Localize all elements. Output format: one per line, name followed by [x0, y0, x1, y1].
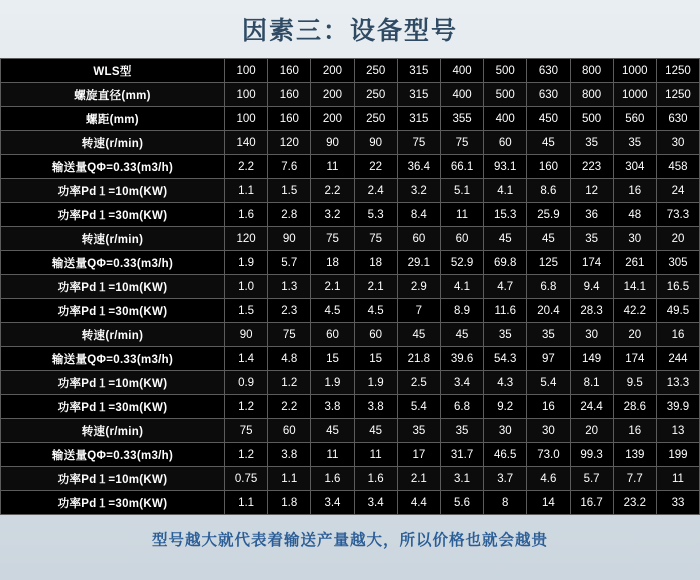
table-cell: 200	[311, 83, 354, 107]
table-cell: 1.1	[225, 179, 268, 203]
table-cell: 2.4	[354, 179, 397, 203]
table-cell: 1.1	[225, 491, 268, 515]
spec-table	[0, 58, 700, 515]
table-cell: 3.7	[484, 467, 527, 491]
table-cell: 3.8	[354, 395, 397, 419]
table-row	[1, 155, 700, 179]
table-cell: 7	[397, 299, 440, 323]
table-row	[1, 299, 700, 323]
table-cell: 315	[397, 83, 440, 107]
table-cell: 630	[656, 107, 699, 131]
table-cell: 20	[613, 323, 656, 347]
table-cell: 9.2	[484, 395, 527, 419]
table-cell: 23.2	[613, 491, 656, 515]
table-cell: 160	[527, 155, 570, 179]
table-cell: 4.8	[268, 347, 311, 371]
table-cell: 36	[570, 203, 613, 227]
row-label: 转速(r/min)	[1, 131, 225, 155]
table-cell: 66.1	[440, 155, 483, 179]
table-cell: 6.8	[527, 275, 570, 299]
table-cell: 1.5	[225, 299, 268, 323]
table-cell: 60	[397, 227, 440, 251]
table-cell: 11	[656, 467, 699, 491]
table-cell: 9.4	[570, 275, 613, 299]
table-row	[1, 371, 700, 395]
table-cell: 8	[484, 491, 527, 515]
table-cell: 6.8	[440, 395, 483, 419]
table-cell: 200	[311, 59, 354, 83]
table-cell: 75	[268, 323, 311, 347]
table-cell: 200	[311, 107, 354, 131]
table-cell: 2.8	[268, 203, 311, 227]
table-cell: 20	[656, 227, 699, 251]
table-cell: 30	[656, 131, 699, 155]
table-cell: 54.3	[484, 347, 527, 371]
table-cell: 14.1	[613, 275, 656, 299]
table-cell: 560	[613, 107, 656, 131]
table-cell: 35	[440, 419, 483, 443]
table-cell: 5.1	[440, 179, 483, 203]
table-cell: 2.1	[311, 275, 354, 299]
table-cell: 3.2	[311, 203, 354, 227]
table-cell: 73.0	[527, 443, 570, 467]
table-cell: 244	[656, 347, 699, 371]
table-cell: 4.1	[440, 275, 483, 299]
table-cell: 125	[527, 251, 570, 275]
table-row	[1, 227, 700, 251]
table-cell: 8.1	[570, 371, 613, 395]
table-cell: 140	[225, 131, 268, 155]
table-cell: 46.5	[484, 443, 527, 467]
table-cell: 90	[354, 131, 397, 155]
table-cell: 250	[354, 83, 397, 107]
table-row	[1, 467, 700, 491]
table-cell: 20.4	[527, 299, 570, 323]
table-cell: 5.7	[570, 467, 613, 491]
table-row	[1, 443, 700, 467]
table-cell: 2.3	[268, 299, 311, 323]
table-cell: 1.9	[225, 251, 268, 275]
table-cell: 4.6	[527, 467, 570, 491]
table-cell: 1.2	[268, 371, 311, 395]
row-label: 功率Pd１=30m(KW)	[1, 203, 225, 227]
table-cell: 35	[613, 131, 656, 155]
table-cell: 120	[268, 131, 311, 155]
table-row	[1, 179, 700, 203]
table-row	[1, 275, 700, 299]
table-cell: 90	[311, 131, 354, 155]
table-cell: 9.5	[613, 371, 656, 395]
table-row	[1, 83, 700, 107]
table-cell: 7.7	[613, 467, 656, 491]
table-cell: 13.3	[656, 371, 699, 395]
row-label: 功率Pd１=30m(KW)	[1, 395, 225, 419]
table-cell: 45	[397, 323, 440, 347]
table-cell: 45	[527, 227, 570, 251]
table-cell: 35	[397, 419, 440, 443]
table-cell: 48	[613, 203, 656, 227]
table-cell: 800	[570, 83, 613, 107]
table-cell: 11	[354, 443, 397, 467]
table-cell: 11	[311, 443, 354, 467]
table-cell: 11	[440, 203, 483, 227]
table-cell: 2.2	[268, 395, 311, 419]
table-cell: 630	[527, 59, 570, 83]
table-cell: 1250	[656, 83, 699, 107]
table-cell: 100	[225, 83, 268, 107]
table-cell: 5.6	[440, 491, 483, 515]
table-cell: 3.2	[397, 179, 440, 203]
table-cell: 4.5	[354, 299, 397, 323]
table-cell: 1.6	[225, 203, 268, 227]
table-cell: 1.1	[268, 467, 311, 491]
row-label: 转速(r/min)	[1, 227, 225, 251]
table-cell: 450	[527, 107, 570, 131]
table-cell: 630	[527, 83, 570, 107]
table-cell: 99.3	[570, 443, 613, 467]
table-cell: 12	[570, 179, 613, 203]
row-label: 功率Pd１=30m(KW)	[1, 299, 225, 323]
table-row	[1, 131, 700, 155]
row-label: 螺旋直径(mm)	[1, 83, 225, 107]
table-cell: 1.2	[225, 443, 268, 467]
table-cell: 2.1	[354, 275, 397, 299]
table-cell: 458	[656, 155, 699, 179]
table-row	[1, 251, 700, 275]
table-cell: 97	[527, 347, 570, 371]
table-cell: 30	[484, 419, 527, 443]
table-row	[1, 59, 700, 83]
table-cell: 305	[656, 251, 699, 275]
table-cell: 160	[268, 107, 311, 131]
table-cell: 31.7	[440, 443, 483, 467]
table-cell: 149	[570, 347, 613, 371]
table-cell: 15.3	[484, 203, 527, 227]
table-cell: 90	[268, 227, 311, 251]
table-cell: 100	[225, 59, 268, 83]
table-cell: 35	[527, 323, 570, 347]
table-cell: 45	[311, 419, 354, 443]
table-cell: 11.6	[484, 299, 527, 323]
table-cell: 199	[656, 443, 699, 467]
table-cell: 315	[397, 107, 440, 131]
table-cell: 4.4	[397, 491, 440, 515]
table-cell: 2.2	[311, 179, 354, 203]
row-label: 转速(r/min)	[1, 323, 225, 347]
table-cell: 30	[570, 323, 613, 347]
table-cell: 250	[354, 107, 397, 131]
table-cell: 16	[527, 395, 570, 419]
table-cell: 3.4	[311, 491, 354, 515]
row-label: 输送量QΦ=0.33(m3/h)	[1, 347, 225, 371]
table-cell: 15	[311, 347, 354, 371]
table-row	[1, 347, 700, 371]
table-row	[1, 203, 700, 227]
table-cell: 36.4	[397, 155, 440, 179]
table-cell: 1.8	[268, 491, 311, 515]
table-cell: 28.3	[570, 299, 613, 323]
table-cell: 2.2	[225, 155, 268, 179]
table-cell: 800	[570, 59, 613, 83]
row-label: 输送量QΦ=0.33(m3/h)	[1, 443, 225, 467]
table-cell: 39.6	[440, 347, 483, 371]
table-cell: 160	[268, 83, 311, 107]
table-cell: 174	[613, 347, 656, 371]
table-cell: 11	[311, 155, 354, 179]
table-cell: 75	[440, 131, 483, 155]
table-cell: 1.6	[311, 467, 354, 491]
table-cell: 500	[570, 107, 613, 131]
table-cell: 25.9	[527, 203, 570, 227]
table-cell: 1.3	[268, 275, 311, 299]
table-cell: 8.4	[397, 203, 440, 227]
table-cell: 18	[311, 251, 354, 275]
table-row	[1, 107, 700, 131]
table-cell: 60	[268, 419, 311, 443]
table-cell: 400	[484, 107, 527, 131]
table-cell: 24.4	[570, 395, 613, 419]
table-cell: 1.2	[225, 395, 268, 419]
table-cell: 30	[613, 227, 656, 251]
row-label: 功率Pd１=10m(KW)	[1, 467, 225, 491]
spec-table-container	[0, 58, 700, 515]
table-cell: 17	[397, 443, 440, 467]
table-cell: 223	[570, 155, 613, 179]
table-cell: 400	[440, 83, 483, 107]
table-cell: 4.5	[311, 299, 354, 323]
table-cell: 69.8	[484, 251, 527, 275]
table-cell: 2.5	[397, 371, 440, 395]
table-cell: 35	[570, 227, 613, 251]
row-label: 功率Pd１=10m(KW)	[1, 371, 225, 395]
table-cell: 60	[440, 227, 483, 251]
table-cell: 1000	[613, 83, 656, 107]
table-cell: 400	[440, 59, 483, 83]
table-cell: 1000	[613, 59, 656, 83]
table-cell: 18	[354, 251, 397, 275]
table-cell: 5.3	[354, 203, 397, 227]
table-cell: 45	[527, 131, 570, 155]
table-cell: 5.4	[397, 395, 440, 419]
table-cell: 100	[225, 107, 268, 131]
row-label: 输送量QΦ=0.33(m3/h)	[1, 251, 225, 275]
table-cell: 3.8	[311, 395, 354, 419]
table-row	[1, 419, 700, 443]
table-cell: 75	[354, 227, 397, 251]
table-cell: 45	[440, 323, 483, 347]
table-cell: 33	[656, 491, 699, 515]
row-label: 功率Pd１=10m(KW)	[1, 275, 225, 299]
spec-table-body	[1, 59, 700, 515]
table-cell: 2.9	[397, 275, 440, 299]
table-cell: 60	[311, 323, 354, 347]
row-label: 功率Pd１=10m(KW)	[1, 179, 225, 203]
table-cell: 304	[613, 155, 656, 179]
table-cell: 22	[354, 155, 397, 179]
table-cell: 1.0	[225, 275, 268, 299]
table-cell: 1.9	[311, 371, 354, 395]
table-cell: 1250	[656, 59, 699, 83]
table-cell: 261	[613, 251, 656, 275]
table-cell: 14	[527, 491, 570, 515]
table-cell: 45	[354, 419, 397, 443]
table-cell: 174	[570, 251, 613, 275]
table-cell: 49.5	[656, 299, 699, 323]
table-cell: 7.6	[268, 155, 311, 179]
table-cell: 4.7	[484, 275, 527, 299]
table-cell: 355	[440, 107, 483, 131]
table-cell: 16.7	[570, 491, 613, 515]
row-label: 输送量QΦ=0.33(m3/h)	[1, 155, 225, 179]
table-row	[1, 323, 700, 347]
row-label: 转速(r/min)	[1, 419, 225, 443]
table-cell: 13	[656, 419, 699, 443]
table-cell: 1.4	[225, 347, 268, 371]
table-cell: 5.4	[527, 371, 570, 395]
table-cell: 8.6	[527, 179, 570, 203]
table-row	[1, 491, 700, 515]
table-cell: 16	[613, 179, 656, 203]
table-cell: 2.1	[397, 467, 440, 491]
table-cell: 28.6	[613, 395, 656, 419]
table-row	[1, 395, 700, 419]
table-cell: 30	[527, 419, 570, 443]
table-cell: 139	[613, 443, 656, 467]
table-cell: 1.5	[268, 179, 311, 203]
table-cell: 15	[354, 347, 397, 371]
table-cell: 1.9	[354, 371, 397, 395]
table-cell: 42.2	[613, 299, 656, 323]
table-cell: 75	[225, 419, 268, 443]
row-label: WLS型	[1, 59, 225, 83]
page-title: 因素三：设备型号	[241, 17, 458, 45]
table-cell: 3.1	[440, 467, 483, 491]
table-cell: 8.9	[440, 299, 483, 323]
table-cell: 24	[656, 179, 699, 203]
table-cell: 4.1	[484, 179, 527, 203]
row-label: 螺距(mm)	[1, 107, 225, 131]
table-cell: 16.5	[656, 275, 699, 299]
table-cell: 5.7	[268, 251, 311, 275]
table-cell: 0.75	[225, 467, 268, 491]
table-cell: 3.8	[268, 443, 311, 467]
table-cell: 500	[484, 83, 527, 107]
table-cell: 35	[484, 323, 527, 347]
table-cell: 1.6	[354, 467, 397, 491]
table-cell: 60	[484, 131, 527, 155]
table-cell: 39.9	[656, 395, 699, 419]
table-cell: 120	[225, 227, 268, 251]
table-cell: 35	[570, 131, 613, 155]
table-cell: 4.3	[484, 371, 527, 395]
table-cell: 315	[397, 59, 440, 83]
table-cell: 16	[613, 419, 656, 443]
table-cell: 60	[354, 323, 397, 347]
table-cell: 93.1	[484, 155, 527, 179]
table-cell: 20	[570, 419, 613, 443]
footer-note: 型号越大就代表着输送产量越大，所以价格也就会越贵	[151, 532, 548, 549]
table-cell: 75	[397, 131, 440, 155]
table-cell: 73.3	[656, 203, 699, 227]
table-cell: 3.4	[354, 491, 397, 515]
table-cell: 45	[484, 227, 527, 251]
table-cell: 3.4	[440, 371, 483, 395]
table-cell: 0.9	[225, 371, 268, 395]
table-cell: 160	[268, 59, 311, 83]
table-cell: 75	[311, 227, 354, 251]
table-cell: 29.1	[397, 251, 440, 275]
table-cell: 52.9	[440, 251, 483, 275]
table-cell: 16	[656, 323, 699, 347]
table-cell: 500	[484, 59, 527, 83]
table-cell: 21.8	[397, 347, 440, 371]
table-cell: 90	[225, 323, 268, 347]
table-cell: 250	[354, 59, 397, 83]
row-label: 功率Pd１=30m(KW)	[1, 491, 225, 515]
